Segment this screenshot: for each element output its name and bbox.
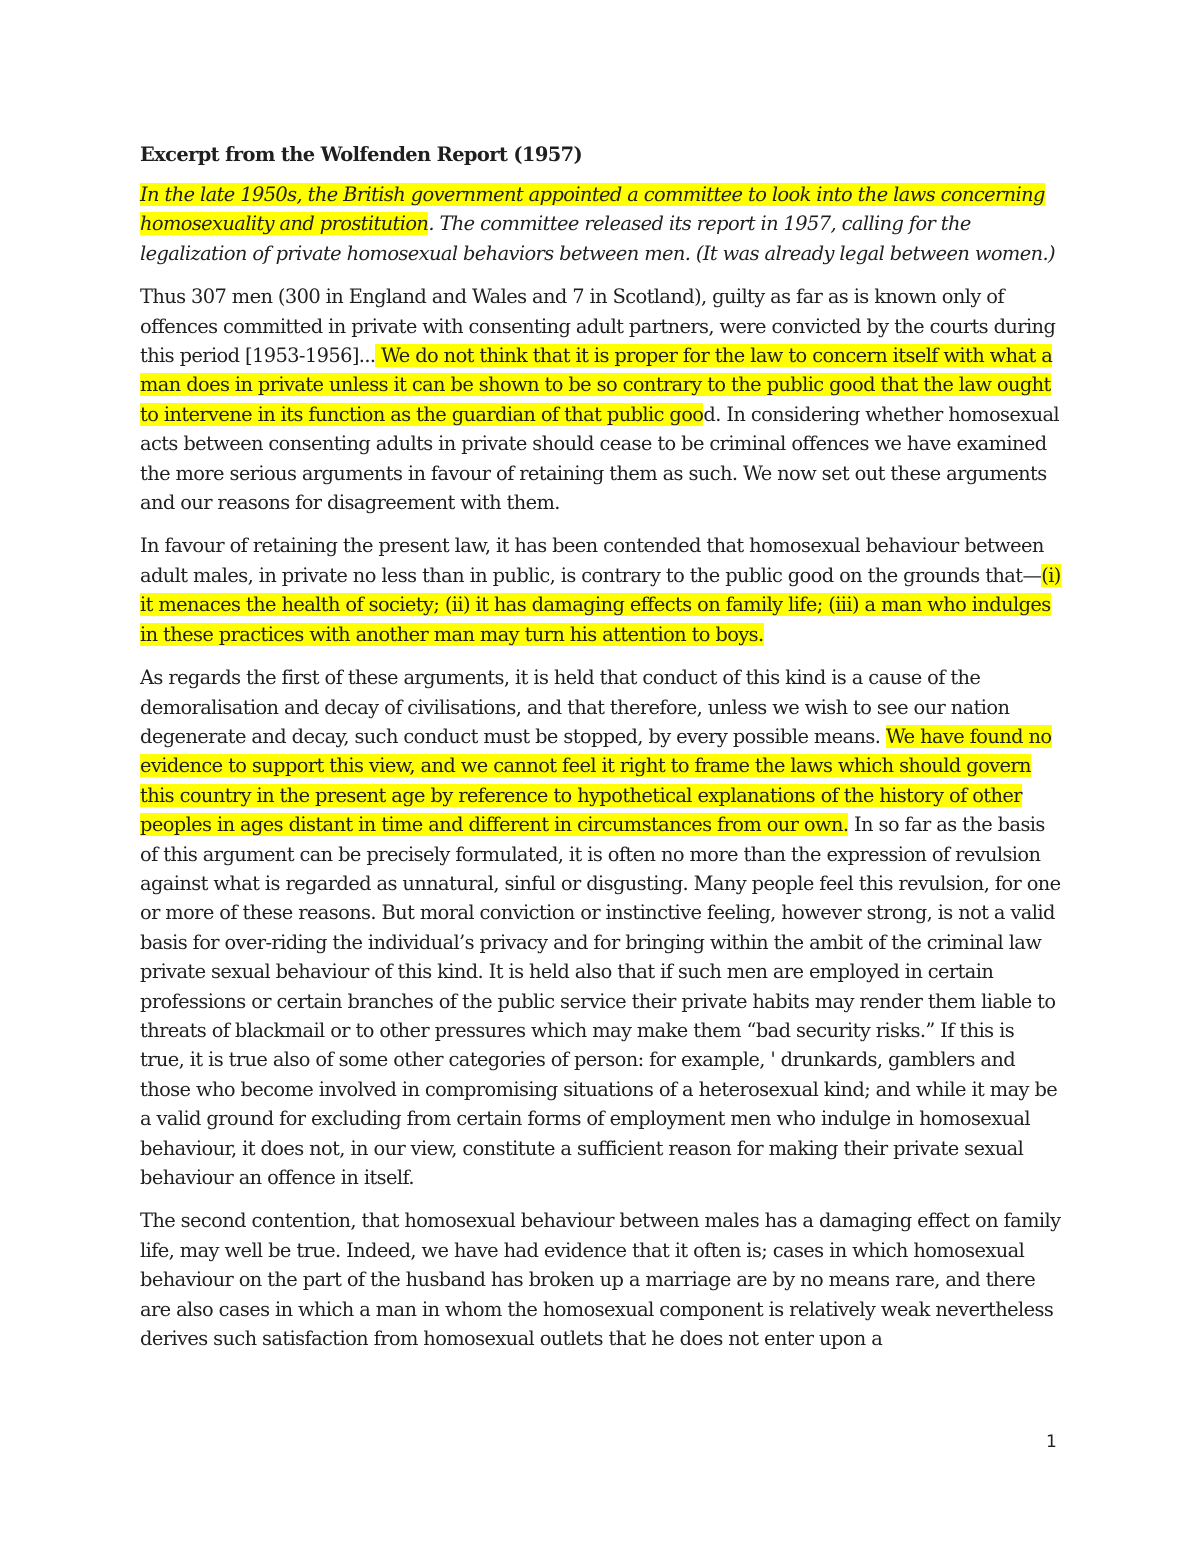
paragraph-arguments-before: In favour of retaining the present law, it has been contended that homosexual behaviour between adult males, in private no less than in public, is contrary to the public good on the grounds that— [140,534,1044,587]
paragraph-first-argument [140,663,1062,1192]
intro-highlight: In the late 1950s, the British government appointed a committee to look into the laws concerning homosexuality and prostitution [140,183,1045,236]
paragraph-convictions-before: Thus 307 men (300 in England and Wales and 7 in Scotland), guilty as far as is known only of offences committed in private with consenting adult partners, were convicted by the courts during this period [1953-1956]... [140,285,1056,368]
intro-period: . [428,212,434,236]
intro-rest: The committee released its report in 1957, calling for the legalization of private homosexual behaviors between men. (It was already legal between women.) [140,212,1056,265]
paragraph-first-argument-highlight: We have found no evidence to support this view, and we cannot feel it right to frame the laws which should govern this country in the present age by reference to hypothetical explanations of the history of other peoples in ages distant in time and different in circumstances from our own. [140,724,1052,837]
document-body [140,140,1062,1367]
paragraph-arguments [140,531,1062,649]
paragraph-first-argument-after: In so far as the basis of this argument can be precisely formulated, it is often no more than the expression of revulsion against what is regarded as unnatural, sinful or disgusting. Many people feel this revulsion, for one or more of these reasons. But moral conviction or instinctive feeling, however strong, is not a valid basis for over-riding the individual’s privacy and for bringing within the ambit of the criminal law private sexual behaviour of this kind. It is held also that if such men are employed in certain professions or certain branches of the public service their private habits may render them liable to threats of blackmail or to other pressures which may make them “bad security risks.” If this is true, it is true also of some other categories of person: for example, ' drunkards, gamblers and those who become involved in compromising situations of a heterosexual kind; and while it may be a valid ground for excluding from certain forms of employment men who indulge in homosexual behaviour, it does not, in our view, constitute a sufficient reason for making their private sexual behaviour an offence in itself. [140,813,1061,1189]
paragraph-convictions-highlight: We do not think that it is proper for the law to concern itself with what a man does in private unless it can be shown to be so contrary to the public good that the law ought to intervene in its function as the guardian of that public goo [140,344,1053,426]
document-title: Excerpt from the Wolfenden Report (1957) [140,143,583,166]
paragraph-second-contention: The second contention, that homosexual behaviour between males has a damaging effect on family life, may well be true. Indeed, we have had evidence that it often is; cases in which homosexual behaviour on the part of the husband has broken up a marriage are by no means rare, and there are also cases in which a man in whom the homosexual component is relatively weak nevertheless derives such satisfaction from homosexual outlets that he does not enter upon a [140,1209,1061,1351]
paragraph-convictions [140,282,1062,517]
intro-paragraph [140,180,1062,268]
paragraph-first-argument-before: As regards the first of these arguments, it is held that conduct of this kind is a cause of the demoralisation and decay of civilisations, and that therefore, unless we wish to see our nation degenerate and decay, such conduct must be stopped, by every possible means. [140,666,1010,748]
paragraph-arguments-highlight: (i) it menaces the health of society; (ii) it has damaging effects on family life; (iii) a man who indulges in these practices with another man may turn his attention to boys. [140,563,1061,646]
paragraph-convictions-after: d. In considering whether homosexual acts between consenting adults in private should cease to be criminal offences we have examined the more serious arguments in favour of retaining them as such. We now set out these arguments and our reasons for disagreement with them. [140,402,1060,515]
page-number: 1 [1046,1432,1057,1452]
